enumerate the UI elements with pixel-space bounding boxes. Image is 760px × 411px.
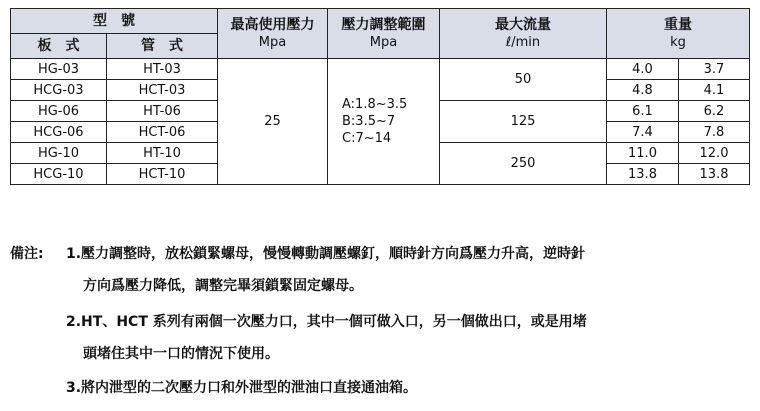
cell-weight-plate: 13.8: [607, 164, 679, 185]
cell-flow-10: 250: [440, 143, 607, 185]
note-2-line-1: 2.HT、HCT 系列有兩個一次壓力口，其中一個可做入口，另一個做出口，或是用堵: [66, 314, 587, 330]
cell-weight-plate: 4.0: [607, 59, 679, 80]
note-3-line-1: 3.將内泄型的二次壓力口和外泄型的泄油口直接通油箱。: [66, 380, 418, 396]
cell-max-pressure: 25: [218, 59, 328, 185]
pressure-range-a: A:1.8~3.5: [342, 97, 408, 112]
cell-weight-pipe: 7.8: [679, 122, 750, 143]
header-max-flow-label: 最大流量: [495, 16, 551, 33]
header-pipe: 管 式: [107, 34, 218, 59]
header-weight: [607, 9, 750, 59]
header-max-flow: [440, 9, 607, 59]
header-plate: 板 式: [11, 34, 107, 59]
cell-plate-model: HG-06: [11, 101, 107, 122]
cell-weight-plate: 7.4: [607, 122, 679, 143]
pressure-range-b: B:3.5~7: [342, 114, 396, 129]
cell-plate-model: HG-03: [11, 59, 107, 80]
cell-pipe-model: HT-03: [107, 59, 218, 80]
header-pressure-range: [328, 9, 440, 59]
cell-plate-model: HCG-10: [11, 164, 107, 185]
cell-weight-pipe: 6.2: [679, 101, 750, 122]
cell-pipe-model: HT-06: [107, 101, 218, 122]
cell-weight-pipe: 4.1: [679, 80, 750, 101]
cell-pipe-model: HCT-06: [107, 122, 218, 143]
header-pressure-range-unit: Mpa: [369, 34, 398, 50]
cell-flow-03: 50: [440, 59, 607, 101]
cell-weight-pipe: 3.7: [679, 59, 750, 80]
pressure-range-c: C:7~14: [342, 131, 392, 146]
note-2-line-2: 頭堵住其中一口的情況下使用。: [83, 346, 279, 362]
cell-flow-06: 125: [440, 101, 607, 143]
notes-label: 備注:: [10, 246, 44, 262]
cell-weight-pipe: 12.0: [679, 143, 750, 164]
cell-pressure-ranges: [328, 59, 440, 185]
cell-pipe-model: HCT-03: [107, 80, 218, 101]
cell-pipe-model: HCT-10: [107, 164, 218, 185]
header-max-pressure-unit: Mpa: [258, 34, 287, 50]
note-1-line-1: 1.壓力調整時，放松鎖緊螺母，慢慢轉動調壓螺釘，順時針方向爲壓力升高，逆時針: [66, 246, 586, 262]
cell-weight-pipe: 13.8: [679, 164, 750, 185]
cell-weight-plate: 6.1: [607, 101, 679, 122]
header-pressure-range-label: 壓力調整範圍: [341, 16, 426, 33]
header-max-pressure-label: 最高使用壓力: [230, 16, 315, 33]
spec-table: [10, 8, 750, 185]
cell-pipe-model: HT-10: [107, 143, 218, 164]
cell-plate-model: HCG-06: [11, 122, 107, 143]
note-1-line-2: 方向爲壓力降低，調整完畢須鎖緊固定螺母。: [83, 278, 363, 294]
cell-plate-model: HCG-03: [11, 80, 107, 101]
header-weight-unit: kg: [670, 34, 686, 50]
header-weight-label: 重量: [664, 16, 692, 33]
header-model: 型 號: [11, 9, 218, 34]
header-max-pressure: [218, 9, 328, 59]
cell-weight-plate: 11.0: [607, 143, 679, 164]
header-max-flow-unit: ℓ/min: [505, 34, 541, 50]
cell-plate-model: HG-10: [11, 143, 107, 164]
cell-weight-plate: 4.8: [607, 80, 679, 101]
